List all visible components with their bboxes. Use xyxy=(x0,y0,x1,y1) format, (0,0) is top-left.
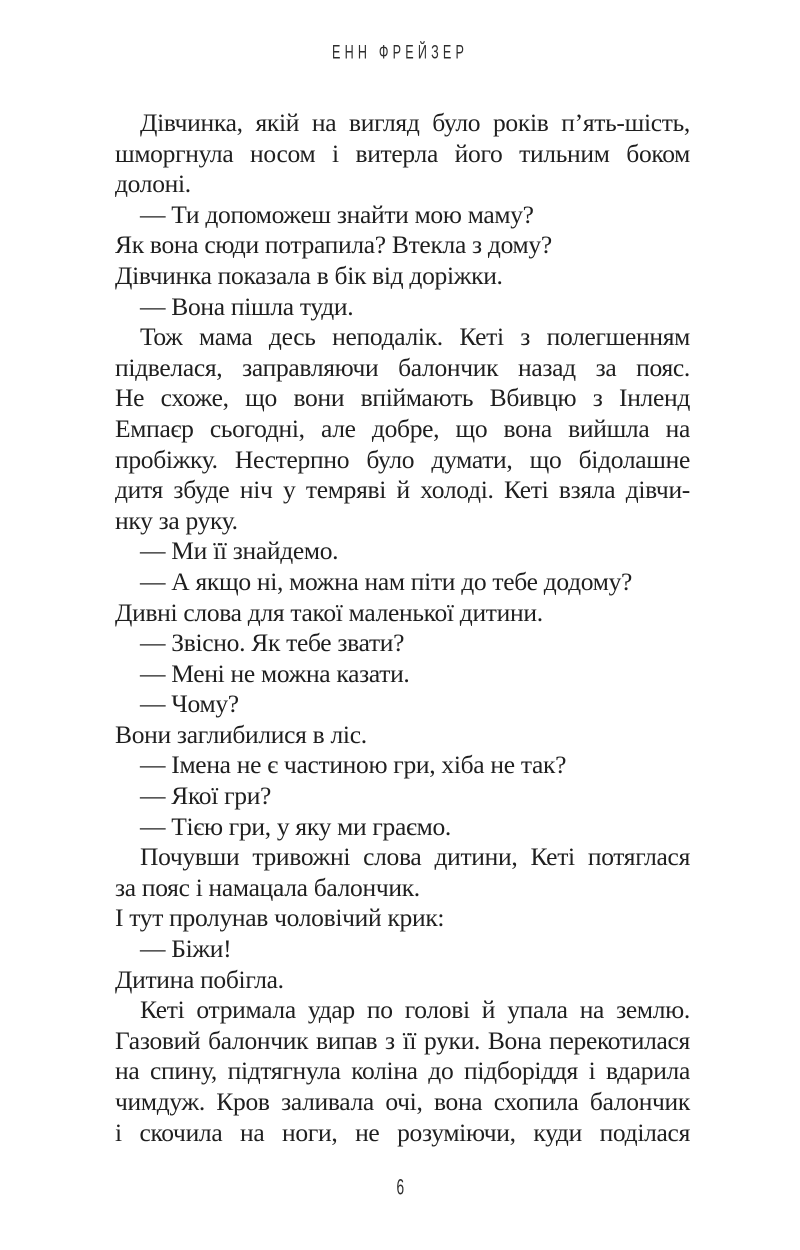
text-line: підвелася, заправляючи балончик назад за пояс. xyxy=(115,352,690,382)
text-line: пробіжку. Нестерпно було думати, що бідолашне xyxy=(115,444,690,474)
text-line: Вони заглибилися в ліс. xyxy=(115,719,367,749)
text-line: Дівчинка, якій на вигляд було років п’ять-шість, xyxy=(140,108,690,137)
text-line: Дивні слова для такої маленької дитини. xyxy=(115,597,543,627)
text-line: і скочила на ноги, не розуміючи, куди поділася xyxy=(115,1117,690,1147)
text-line: — Якої гри? xyxy=(140,781,272,811)
text-line: — Біжи! xyxy=(140,934,232,964)
text-line: на спину, підтягнула коліна до підборіддя і вдарила xyxy=(115,1056,690,1086)
body-text-block xyxy=(115,108,690,1148)
text-line: — Ми її знайдемо. xyxy=(140,536,339,566)
text-line: — Звісно. Як тебе звати? xyxy=(140,628,405,658)
text-line: — Вона пішла туди. xyxy=(140,291,354,321)
text-line: — Тією гри, у яку ми граємо. xyxy=(140,811,452,841)
text-line: за пояс і намацала балончик. xyxy=(115,872,420,902)
text-line: чимдуж. Кров заливала очі, вона схопила балончик xyxy=(115,1087,690,1116)
running-header xyxy=(0,41,800,64)
text-line: нку за руку. xyxy=(115,505,238,535)
text-line: Дитина побігла. xyxy=(115,964,284,994)
text-line: дитя збуде ніч у темряві й холоді. Кеті взяла дівчи- xyxy=(115,475,690,505)
running-header-title: ЕНН ФРЕЙЗЕР xyxy=(331,41,469,64)
text-line: Почувши тривожні слова дитини, Кеті потяглася xyxy=(140,842,690,872)
text-line: — Чому? xyxy=(140,689,239,719)
text-line: І тут пролунав чоловічий крик: xyxy=(115,903,445,933)
text-line: — А якщо ні, можна нам піти до тебе додому? xyxy=(140,566,633,596)
text-line: Не схоже, що вони впіймають Вбивцю з Інленд xyxy=(115,383,690,413)
text-line: Емпаєр сьогодні, але добре, що вона вийшла на xyxy=(115,413,690,443)
page-footer xyxy=(0,1178,800,1200)
text-line: Тож мама десь неподалік. Кеті з полегшенням xyxy=(140,322,690,352)
text-line: Газовий балончик випав з її руки. Вона перекотилася xyxy=(115,1025,690,1055)
text-line: — Мені не можна казати. xyxy=(140,658,410,688)
page-number: 6 xyxy=(396,1176,404,1201)
text-line: шморгнула носом і витерла його тильним боком xyxy=(115,138,690,168)
text-line: Дівчинка показала в бік від доріжки. xyxy=(115,260,503,290)
text-line: долоні. xyxy=(115,169,191,199)
text-line: Як вона сюди потрапила? Втекла з дому? xyxy=(115,230,552,260)
text-line: — Імена не є частиною гри, хіба не так? xyxy=(140,750,567,780)
text-line: — Ти допоможеш знайти мою маму? xyxy=(140,199,534,229)
text-line: Кеті отримала удар по голові й упала на землю. xyxy=(140,995,690,1025)
